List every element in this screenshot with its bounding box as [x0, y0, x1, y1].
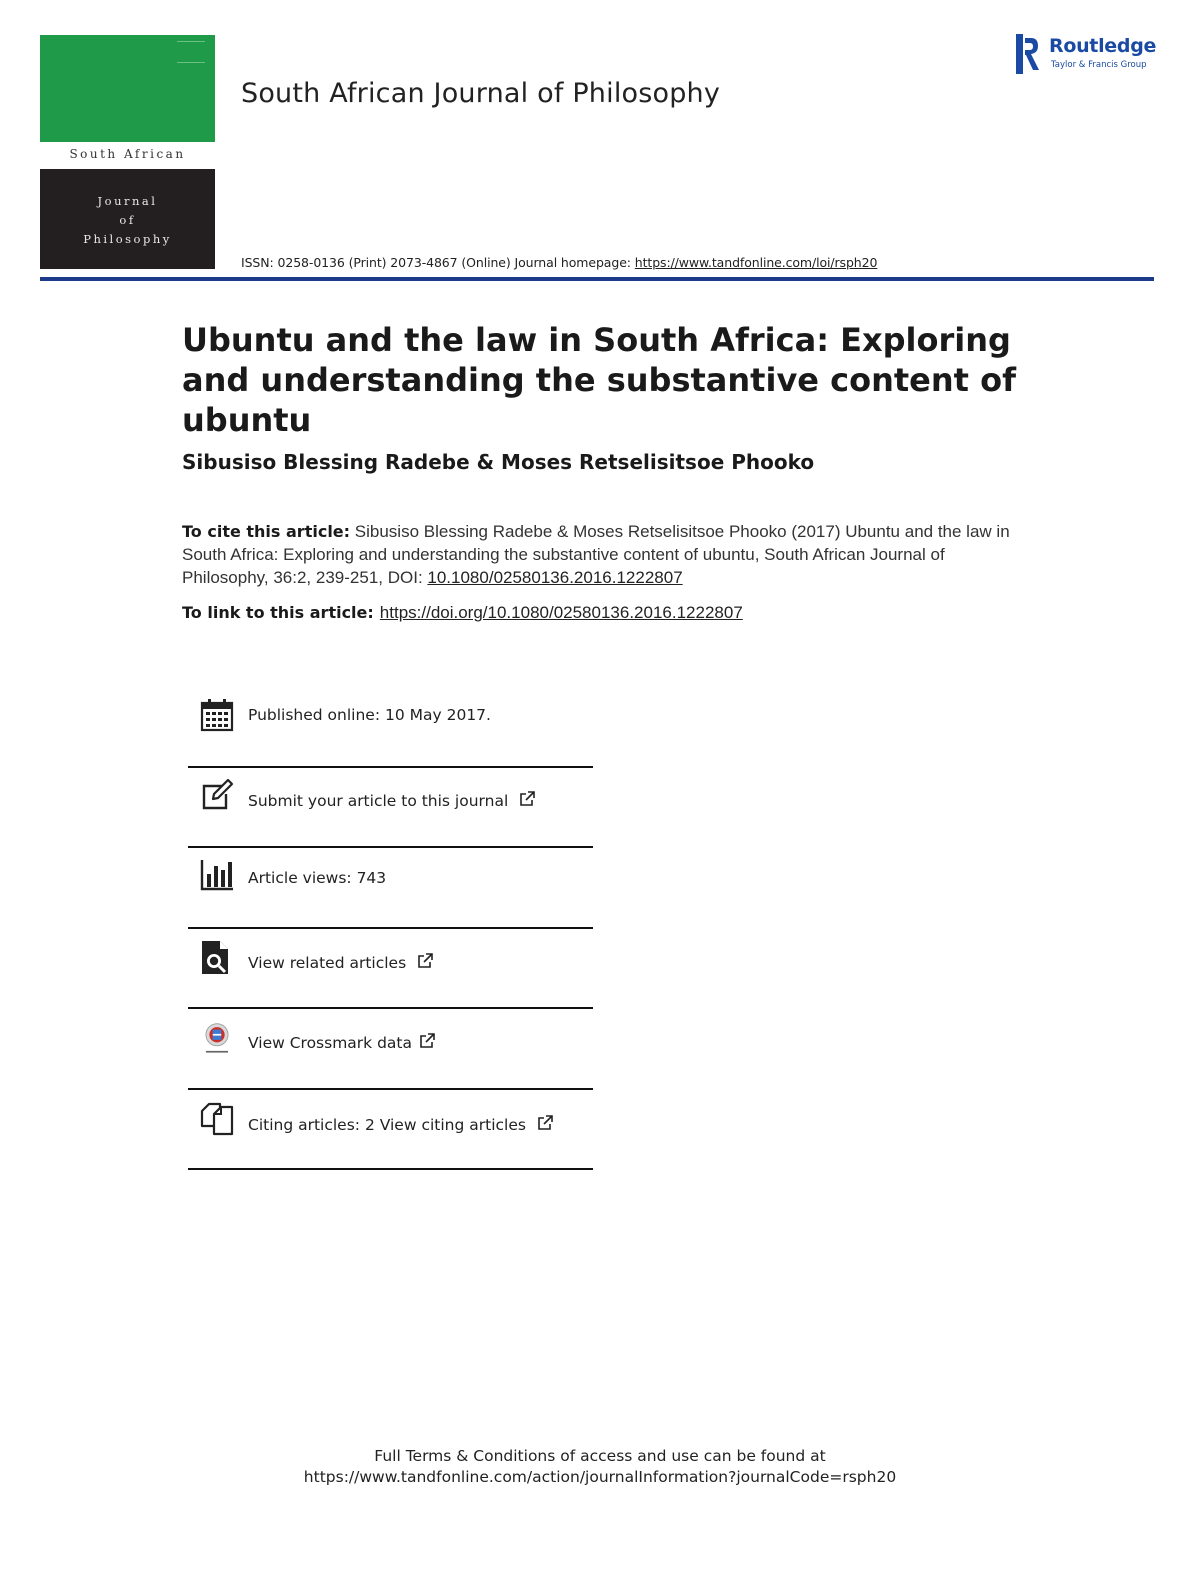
citing-articles-link[interactable]: Citing articles: 2 View citing articles [248, 1116, 526, 1134]
article-title: Ubuntu and the law in South Africa: Exploring and understanding the substantive content of ubuntu [182, 321, 1016, 439]
journal-name: South African Journal of Philosophy [241, 78, 721, 109]
issn-text: ISSN: 0258-0136 (Print) 2073-4867 (Online) Journal homepage: [241, 255, 635, 270]
citing-text[interactable] [248, 1115, 553, 1134]
row-divider [188, 1007, 593, 1009]
views-row [188, 858, 593, 898]
publisher-group: Taylor & Francis Group [1051, 60, 1147, 70]
article-link-label: To link to this article: [182, 603, 374, 622]
published-row [188, 698, 593, 738]
article-link-line [182, 603, 743, 623]
routledge-logo-icon [1016, 34, 1040, 74]
publisher-name: Routledge [1049, 35, 1157, 57]
cover-title-line: of [119, 213, 136, 227]
cover-title-line: Philosophy [83, 232, 172, 246]
row-divider [188, 1168, 593, 1170]
crossmark-row[interactable] [188, 1022, 593, 1062]
published-date: Published online: 10 May 2017. [248, 706, 491, 724]
citing-row[interactable] [188, 1102, 593, 1142]
external-link-icon [519, 791, 535, 807]
article-views: Article views: 743 [248, 869, 387, 887]
external-link-icon [537, 1115, 553, 1131]
cover-title-line: Journal [97, 194, 158, 208]
crossmark-text[interactable] [248, 1033, 435, 1052]
related-row[interactable] [188, 940, 593, 980]
article-doi-link[interactable]: https://doi.org/10.1080/02580136.2016.1222807 [379, 603, 743, 622]
footer-terms-link[interactable]: https://www.tandfonline.com/action/journalInformation?journalCode=rsph20 [303, 1468, 897, 1486]
bar-chart-icon [200, 858, 234, 892]
journal-homepage-link[interactable]: https://www.tandfonline.com/loi/rsph20 [634, 255, 878, 270]
citation-doi-link[interactable]: 10.1080/02580136.2016.1222807 [427, 568, 683, 587]
related-text[interactable] [248, 953, 433, 972]
calendar-icon [200, 698, 234, 732]
header-divider [40, 277, 1154, 281]
submit-text[interactable] [248, 791, 535, 810]
edit-icon [200, 778, 234, 812]
cover-mini-text-block [177, 41, 205, 63]
external-link-icon [419, 1033, 435, 1049]
footer [0, 1446, 1200, 1488]
crossmark-link[interactable]: View Crossmark data [248, 1034, 412, 1052]
citation-label: To cite this article: [182, 522, 351, 541]
row-divider [188, 766, 593, 768]
citation-text: Sibusiso Blessing Radebe & Moses Retselisitsoe Phooko (2017) Ubuntu and the law in South Africa: Exploring and understanding the substantive content of ubuntu, South African Journal of Philosophy, 36:2, 239-251, DOI: [182, 522, 1010, 587]
issn-line [241, 255, 877, 270]
submit-link[interactable]: Submit your article to this journal [248, 792, 509, 810]
row-divider [188, 1088, 593, 1090]
journal-cover-dark-block [40, 169, 215, 269]
footer-terms: Full Terms & Conditions of access and use can be found at [374, 1447, 826, 1465]
journal-cover-green-block [40, 35, 215, 142]
row-divider [188, 846, 593, 848]
article-authors: Sibusiso Blessing Radebe & Moses Retselisitsoe Phooko [182, 450, 815, 474]
crossmark-icon [200, 1022, 234, 1056]
copy-documents-icon [200, 1102, 234, 1136]
related-articles-link[interactable]: View related articles [248, 954, 407, 972]
document-search-icon [200, 940, 234, 974]
submit-row[interactable] [188, 778, 593, 818]
external-link-icon [417, 953, 433, 969]
cover-title-top: South African [69, 147, 186, 161]
row-divider [188, 927, 593, 929]
citation-block [182, 520, 1022, 589]
